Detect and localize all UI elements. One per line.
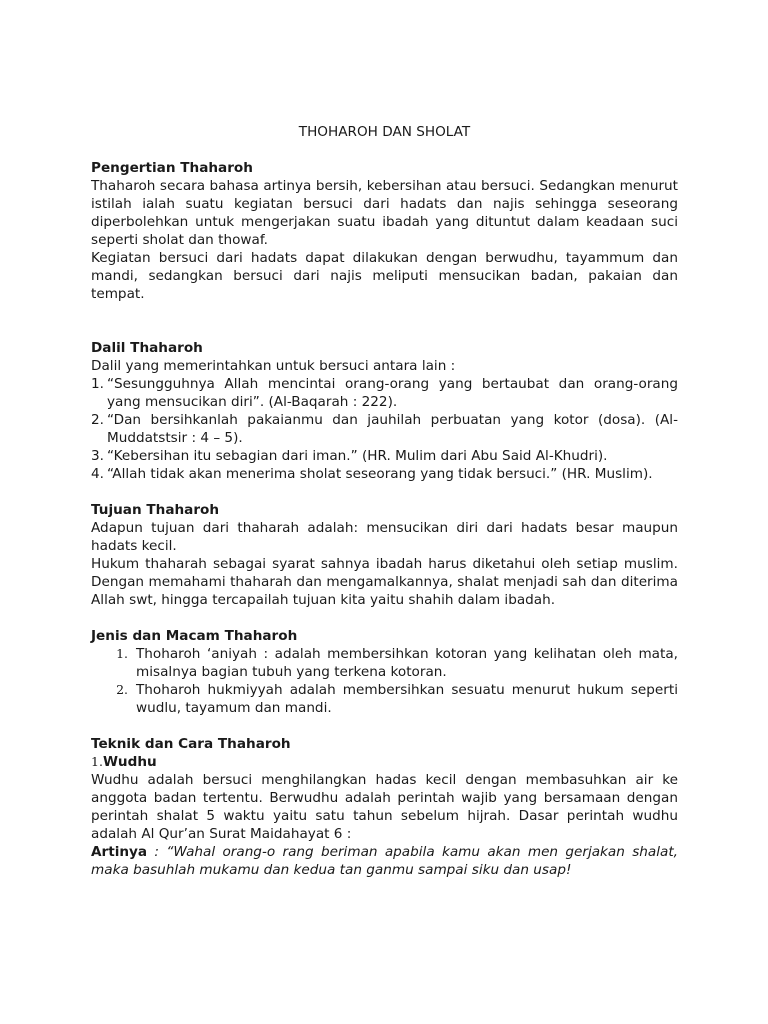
list-item <box>91 681 678 717</box>
list-text: Thoharoh ‘aniyah : adalah membersihkan kotoran yang kelihatan oleh mata, misalnya bagian tubuh yang terkena kotoran. <box>136 646 678 680</box>
list-text: “Dan bersihkanlah pakaianmu dan jauhilah perbuatan yang kotor (dosa). (Al-Muddatstsir : 4 – 5). <box>107 412 678 446</box>
list-text: “Sesungguhnya Allah mencintai orang-orang yang bertaubat dan orang-orang yang mensucikan diri”. (Al-Baqarah : 222). <box>107 376 678 410</box>
heading-teknik: Teknik dan Cara Thaharoh <box>91 736 291 752</box>
artinya-text: “Wahal orang-o rang beriman apabila kamu akan men gerjakan shalat, maka basuhlah mukamu dan kedua tan ganmu sampai siku dan usap! <box>91 844 678 878</box>
paragraph: Adapun tujuan dari thaharah adalah: mensucikan diri dari hadats besar maupun hadats kecil. <box>91 520 678 554</box>
paragraph: Thaharoh secara bahasa artinya bersih, kebersihan atau bersuci. Sedangkan menurut istilah ialah suatu kegiatan bersuci dari hadats dan najis sehingga seseorang diperbolehkan untuk mengerjakan suatu ibadah yang dituntut dalam keadaan suci seperti sholat dan thowaf. <box>91 178 678 248</box>
page-title: THOHAROH DAN SHOLAT <box>298 124 471 140</box>
heading-jenis: Jenis dan Macam Thaharoh <box>91 628 298 644</box>
list-item <box>91 447 678 465</box>
list-item <box>91 411 678 447</box>
list-text: “Kebersihan itu sebagian dari iman.” (HR. Mulim dari Abu Said Al-Khudri). <box>107 448 608 464</box>
artinya-paragraph <box>91 843 678 879</box>
paragraph: Hukum thaharah sebagai syarat sahnya ibadah harus diketahui oleh setiap muslim. Dengan memahami thaharah dan mengamalkannya, shalat menjadi sah dan diterima Allah swt, hingga tercapailah tujuan kita yaitu shahih dalam ibadah. <box>91 556 678 608</box>
list-number: 2. <box>116 682 128 697</box>
subheading-label: Wudhu <box>102 754 157 770</box>
paragraph: Wudhu adalah bersuci menghilangkan hadas kecil dengan membasuhkan air ke anggota badan tertentu. Berwudhu adalah perintah wajib yang bersamaan dengan perintah shalat 5 waktu yaitu satu tahun sebelum hijrah. Dasar perintah wudhu adalah Al Qur’an Surat Maidahayat 6 : <box>91 772 678 842</box>
paragraph: Dalil yang memerintahkan untuk bersuci antara lain : <box>91 358 456 374</box>
document-body <box>91 123 678 879</box>
heading-tujuan: Tujuan Thaharoh <box>91 502 220 518</box>
list-item <box>91 465 678 483</box>
list-item <box>91 375 678 411</box>
subheading-wudhu <box>91 753 678 771</box>
jenis-list <box>91 645 678 717</box>
list-text: Thoharoh hukmiyyah adalah membersihkan sesuatu menurut hukum seperti wudlu, tayamum dan mandi. <box>136 682 678 716</box>
artinya-label: Artinya <box>91 844 148 860</box>
list-number: 4. <box>91 466 104 482</box>
list-number: 3. <box>91 448 104 464</box>
list-number: 2. <box>91 412 104 428</box>
heading-pengertian: Pengertian Thaharoh <box>91 160 253 176</box>
subheading-number: 1. <box>91 754 103 769</box>
list-item <box>91 645 678 681</box>
paragraph: Kegiatan bersuci dari hadats dapat dilakukan dengan berwudhu, tayammum dan mandi, sedangkan bersuci dari najis meliputi mensucikan badan, pakaian dan tempat. <box>91 250 678 302</box>
heading-dalil: Dalil Thaharoh <box>91 340 203 356</box>
list-text: “Allah tidak akan menerima sholat seseorang yang tidak bersuci.” (HR. Muslim). <box>107 466 653 482</box>
artinya-colon: : <box>147 844 167 860</box>
list-number: 1. <box>116 646 128 661</box>
list-number: 1. <box>91 376 104 392</box>
dalil-list <box>91 375 678 483</box>
